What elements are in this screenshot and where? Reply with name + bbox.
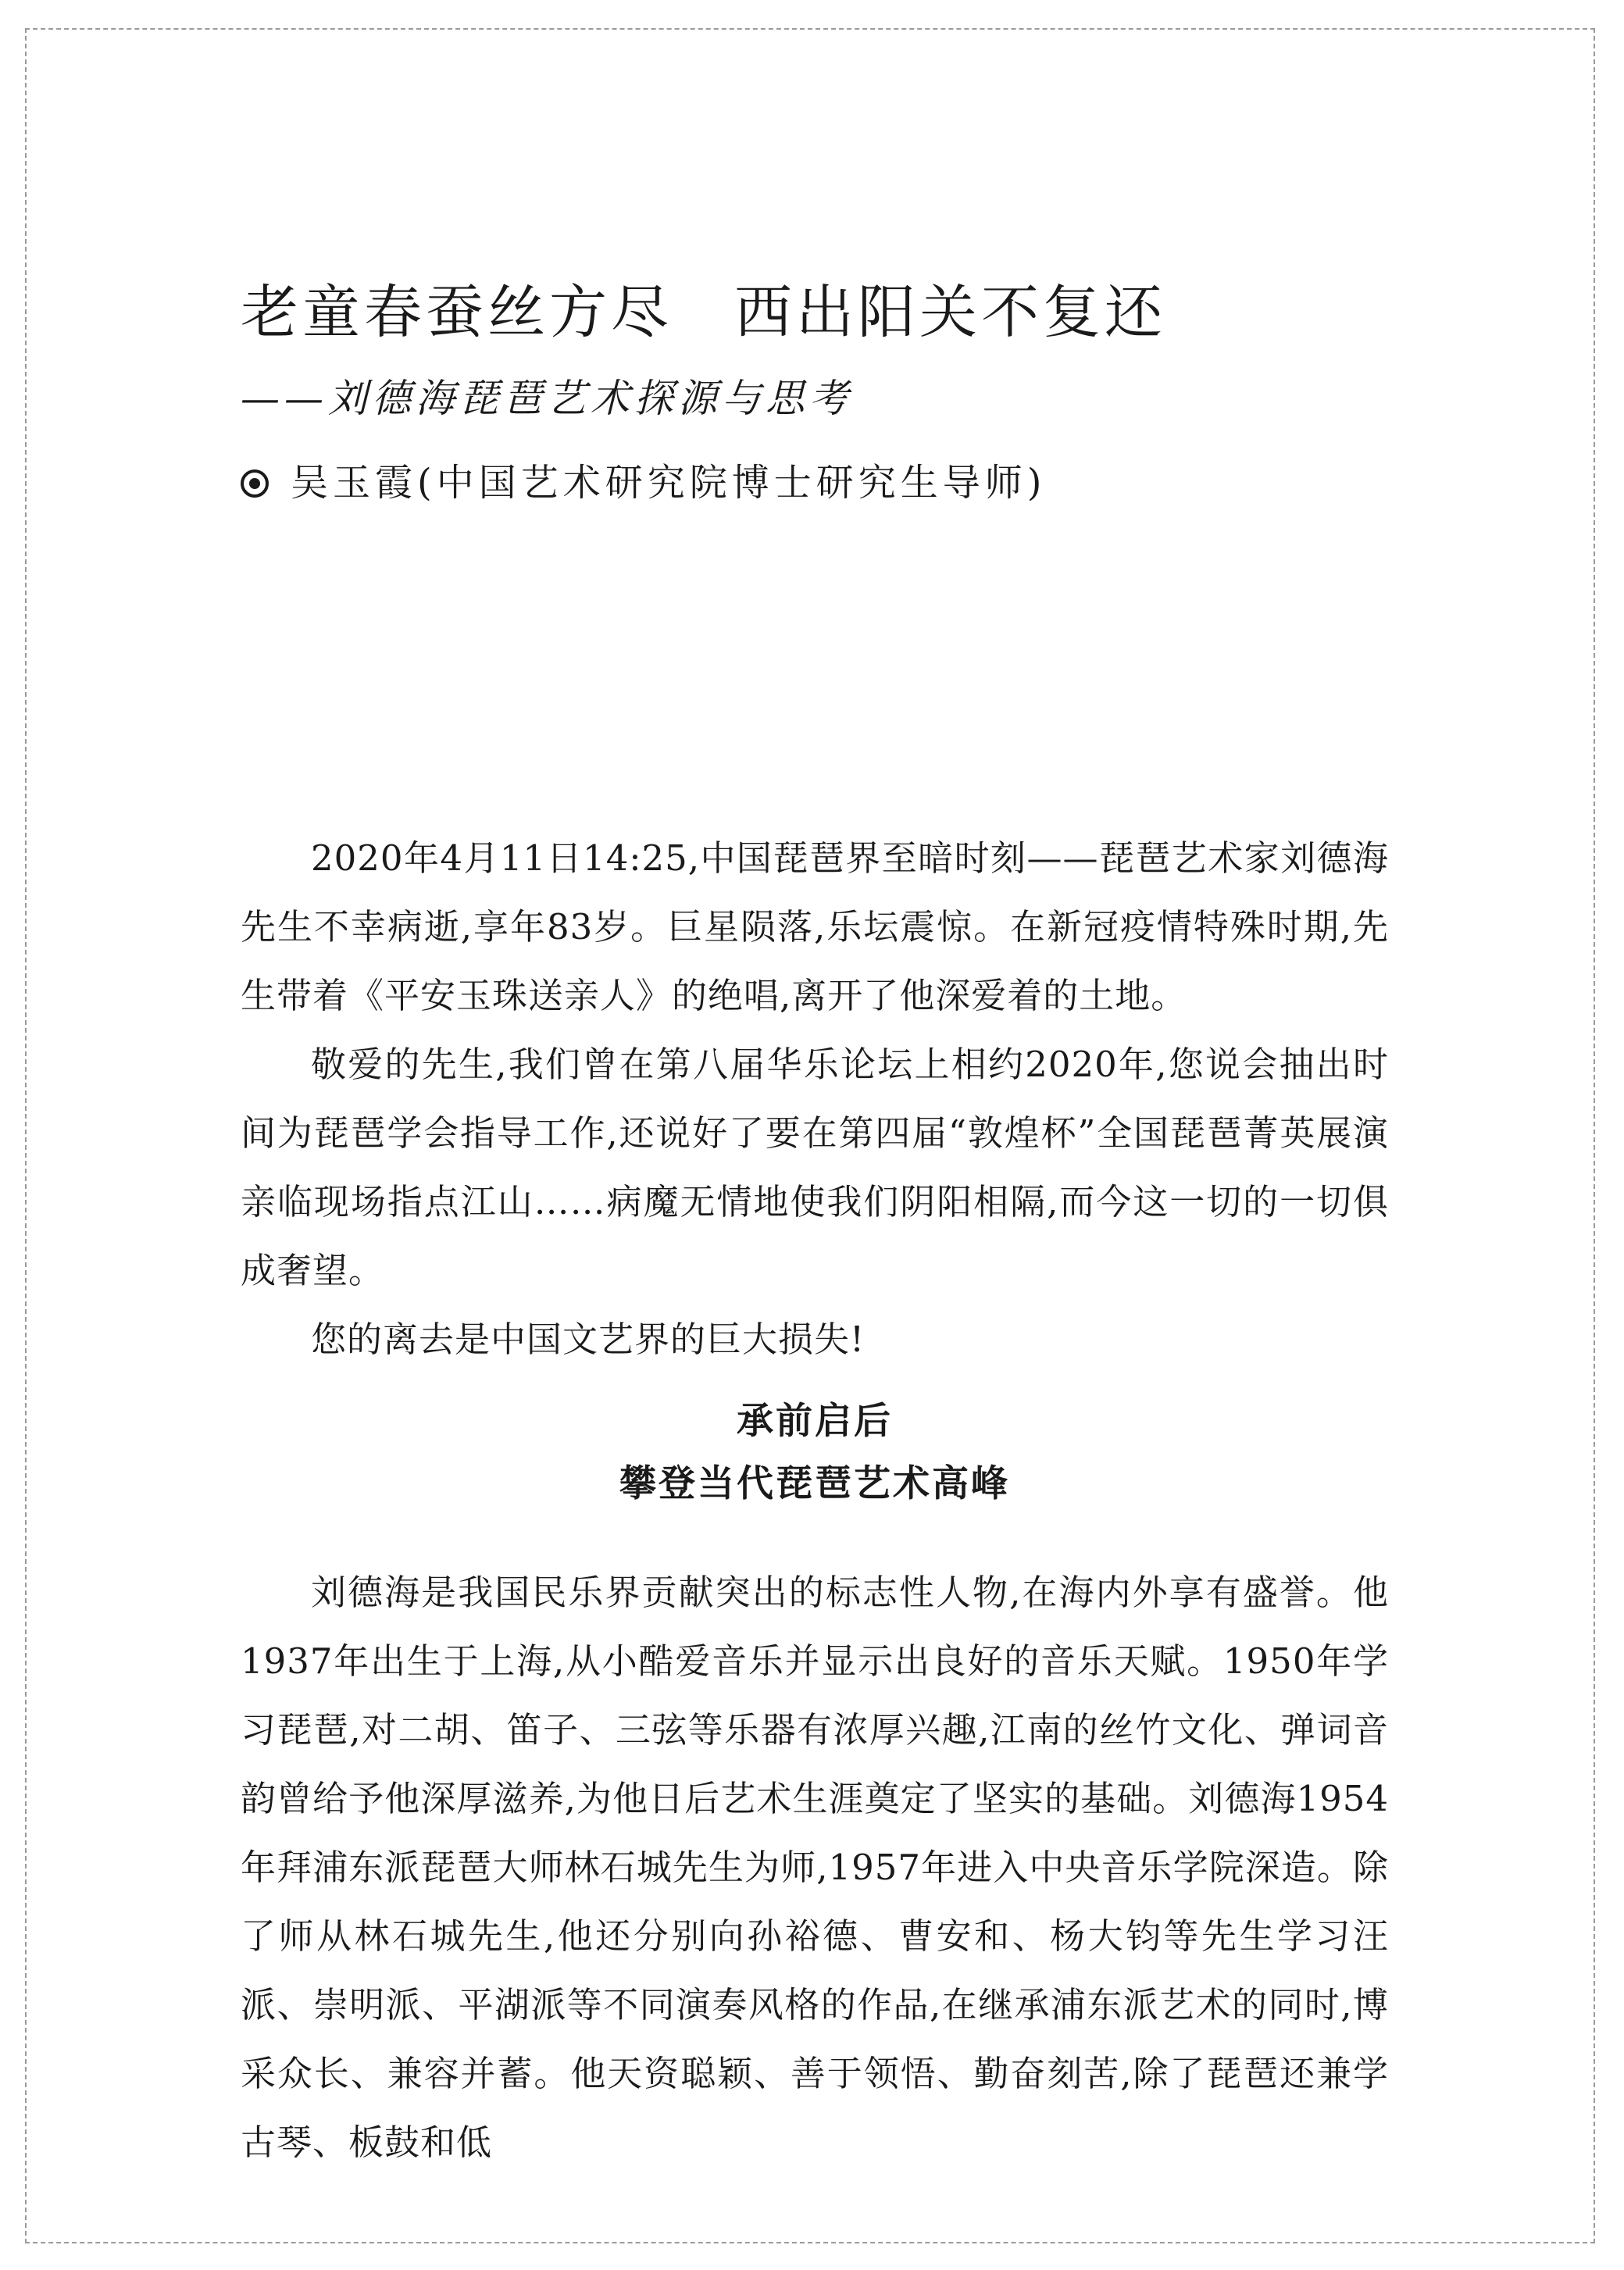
intro-text [241, 824, 1389, 1374]
author-name: 吴玉霞(中国艺术研究院博士研究生导师) [291, 461, 1047, 505]
section-body-text [241, 1558, 1389, 2177]
section-heading [241, 1390, 1389, 1515]
intro-paragraph: 您的离去是中国文艺界的巨大损失! [311, 1319, 866, 1360]
article-subtitle: ——刘德海琵琶艺术探源与思考 [241, 376, 853, 421]
intro-paragraph: 2020年4月11日14:25,中国琵琶界至暗时刻——琵琶艺术家刘德海先生不幸病逝,享年83岁。巨星陨落,乐坛震惊。在新冠疫情特殊时期,先生带着《平安玉珠送亲人》的绝唱,离开了他深爱着的土地。 [241, 837, 1389, 1016]
article-title: 老童春蚕丝方尽 西出阳关不复还 [241, 279, 1166, 346]
author-line [241, 461, 1046, 506]
section-heading-line-1: 承前启后 [737, 1400, 893, 1443]
section-paragraph: 刘德海是我国民乐界贡献突出的标志性人物,在海内外享有盛誉。他1937年出生于上海,从小酷爱音乐并显示出良好的音乐天赋。1950年学习琵琶,对二胡、笛子、三弦等乐器有浓厚兴趣,江南的丝竹文化、弹词音韵曾给予他深厚滋养,为他日后艺术生涯奠定了坚实的基础。刘德海1954年拜浦东派琵琶大师林石城先生为师,1957年进入中央音乐学院深造。除了师从林石城先生,他还分别向孙裕德、曹安和、杨大钧等先生学习汪派、崇明派、平湖派等不同演奏风格的作品,在继承浦东派艺术的同时,博采众长、兼容并蓄。他天资聪颖、善于领悟、勤奋刻苦,除了琵琶还兼学古琴、板鼓和低 [241, 1572, 1389, 2163]
target-icon [241, 469, 269, 498]
intro-paragraph: 敬爱的先生,我们曾在第八届华乐论坛上相约2020年,您说会抽出时间为琵琶学会指导工作,还说好了要在第四届“敦煌杯”全国琵琶菁英展演亲临现场指点江山……病魔无情地使我们阴阳相隔,而今这一切的一切俱成奢望。 [241, 1044, 1389, 1291]
section-heading-line-2: 攀登当代琵琶艺术高峰 [619, 1462, 1010, 1505]
